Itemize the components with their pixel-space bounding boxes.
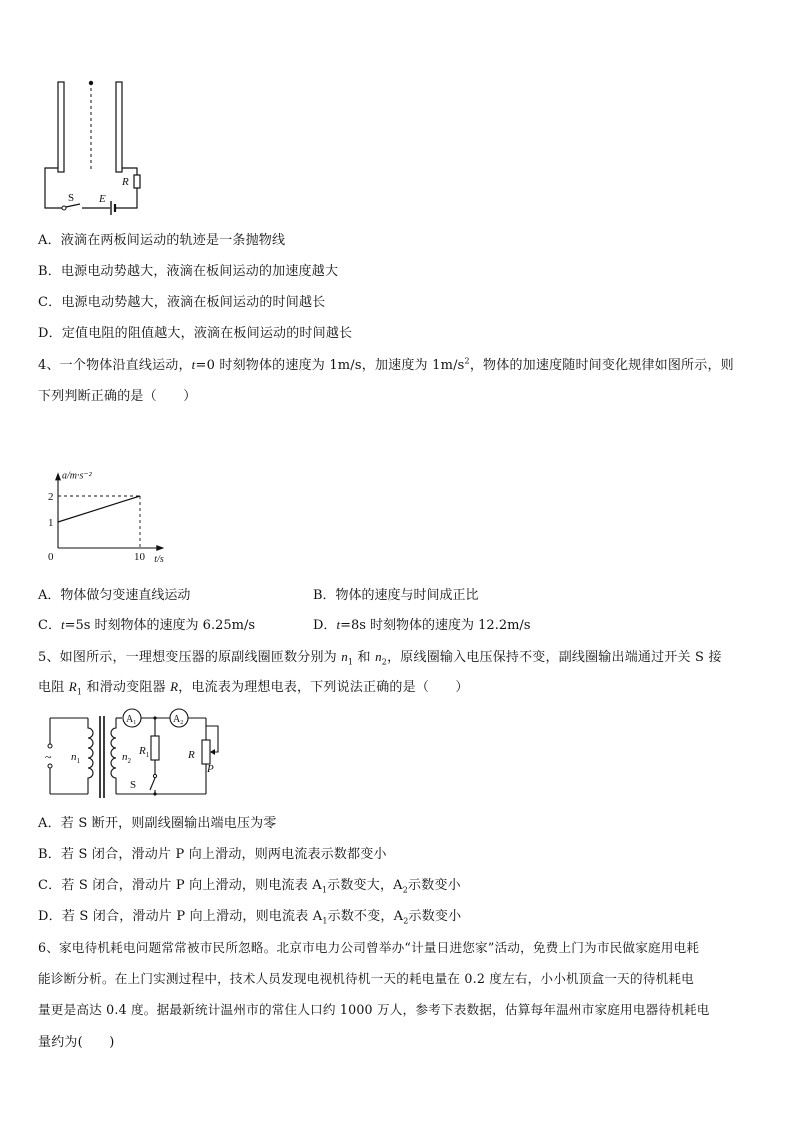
q5-stem-text: ，电流表为理想电表，下列说法正确的是（ ） (178, 680, 469, 695)
q5-stem-text: 电阻 (38, 680, 69, 695)
q3-option-d: D．定值电阻的阻值越大，液滴在板间运动的时间越长 (38, 326, 353, 341)
q5-stem-text: 5、如图所示，一理想变压器的原副线圈匝数分别为 (38, 650, 342, 665)
ammeter-a1-label: $A_1$ (126, 714, 137, 726)
q5-option-a: A．若 S 断开，则副线圈输出端电压为零 (38, 816, 277, 831)
q4-stem-text: 4、一个物体沿直线运动， (38, 358, 192, 373)
resistor-label: R (122, 176, 129, 188)
q5-option-c-text: 示数变小 (408, 878, 461, 893)
x-tick-label: 10 (134, 551, 145, 563)
slider-p-wire (206, 726, 218, 752)
y-tick-label: 2 (48, 491, 54, 503)
primary-coil (88, 718, 93, 794)
transformer-circuit-figure (36, 706, 236, 806)
q3-option-b: B．电源电动势越大，液滴在板间运动的加速度越大 (38, 264, 339, 279)
y-axis-label: a/m·s⁻² (62, 470, 92, 482)
q4-t-symbol: t (60, 617, 65, 632)
q4-option-c (38, 614, 255, 633)
left-plate (58, 82, 64, 172)
parallel-plates-circuit-figure (36, 76, 156, 216)
q5-option-c-text: 示数变大，A (327, 878, 403, 893)
q5-option-c-text: C．若 S 闭合，滑动片 P 向上滑动，则电流表 A (38, 878, 322, 893)
q5-n-symbol: n (341, 649, 348, 664)
q4-stem-line1 (38, 354, 734, 373)
secondary-coil (111, 718, 116, 794)
q4-stem-text: ，物体的加速度随时间变化规律如图所示，则 (469, 358, 734, 373)
origin-label: 0 (48, 551, 54, 563)
q4-t-symbol: t (191, 357, 196, 372)
right-plate (116, 82, 122, 172)
q5-subscript: 1 (76, 687, 83, 697)
slider-p-arrow (210, 749, 215, 755)
rheostat-r-label: R (188, 749, 195, 761)
q5-option-d-text: 示数不变，A (327, 909, 404, 924)
q4-option-b: B．物体的速度与时间成正比 (313, 588, 479, 603)
q5-subscript: 2 (403, 916, 409, 926)
switch-blade (66, 204, 80, 207)
q4-option-c-text: C． (38, 618, 61, 633)
q5-stem-line1 (38, 646, 722, 667)
input-terminal-bottom (48, 764, 52, 768)
r1-label: $R_1$ (139, 745, 150, 759)
n1-label: $n_1$ (71, 751, 80, 765)
q5-r-symbol: R (68, 679, 77, 694)
q6-line3: 量更是高达 0.4 度。据最新统计温州市的常住人口约 1000 万人，参考下表数据，估算每年温州市家庭用电器待机耗电 (38, 1002, 710, 1017)
droplet (89, 81, 93, 85)
n2-label: $n_2$ (122, 751, 131, 765)
switch-s-terminal (153, 774, 156, 777)
q5-subscript: 1 (322, 916, 328, 926)
x-axis-arrow (156, 545, 164, 551)
switch-s-label: S (130, 779, 137, 791)
ac-source-symbol: ~ (45, 750, 52, 764)
q3-option-a: A．液滴在两板间运动的轨迹是一条抛物线 (38, 233, 286, 248)
ammeter-a2-label: $A_2$ (173, 714, 184, 726)
slider-p-label: P (207, 763, 214, 775)
x-axis-label: t/s (154, 554, 164, 565)
q4-superscript: 2 (464, 356, 470, 366)
y-tick-label: 1 (48, 517, 54, 529)
switch-label: S (68, 192, 75, 204)
q6-line2: 能诊断分析。在上门实测过程中，技术人员发现电视机待机一天的耗电量在 0.2 度左右，小小机顶盒一天的待机耗电 (38, 971, 694, 986)
q4-option-c-text: =5s 时刻物体的速度为 6.25m/s (64, 618, 256, 633)
input-terminal-top (48, 744, 52, 748)
q5-subscript: 1 (347, 657, 354, 667)
q4-stem-text: =0 时刻物体的速度为 1m/s，加速度为 1m/s (195, 358, 465, 373)
q5-option-d-text: D．若 S 闭合，滑动片 P 向上滑动，则电流表 A (38, 909, 323, 924)
q4-option-d (313, 614, 531, 633)
acceleration-time-chart (36, 420, 206, 565)
q5-subscript: 2 (381, 657, 388, 667)
resistor-r1 (151, 736, 159, 760)
q4-t-symbol: t (336, 617, 341, 632)
q6-line4: 量约为( ) (38, 1035, 115, 1050)
q4-option-d-text: =8s 时刻物体的速度为 12.2m/s (340, 618, 531, 633)
switch-terminal (62, 206, 66, 210)
q4-stem-line2: 下列判断正确的是（ ） (38, 389, 197, 404)
q4-option-a: A．物体做匀变速直线运动 (38, 588, 191, 603)
series-line (58, 496, 140, 522)
q5-option-b: B．若 S 闭合，滑动片 P 向上滑动，则两电流表示数都变小 (38, 847, 387, 862)
q5-stem-text: 和 (353, 650, 376, 665)
resistor (134, 175, 140, 188)
y-axis-arrow (55, 472, 61, 480)
rheostat-r (202, 740, 210, 764)
q3-option-c: C．电源电动势越大，液滴在板间运动的时间越长 (38, 295, 326, 310)
q5-stem-text: 和滑动变阻器 (82, 680, 171, 695)
q5-n-symbol: n (375, 649, 382, 664)
q5-option-d (38, 905, 461, 926)
q5-stem-text: ，原线圈输入电压保持不变，副线圈输出端通过开关 S 接 (387, 650, 722, 665)
q5-subscript: 2 (402, 885, 409, 895)
q6-line1: 6、家电待机耗电问题常常被市民所忽略。北京市电力公司曾举办“计量日进您家”活动，免费上门为市民做家庭用电耗 (38, 940, 700, 955)
q4-option-d-text: D． (313, 618, 337, 633)
q5-option-c (38, 874, 461, 895)
emf-label: E (99, 193, 106, 205)
q5-stem-line2 (38, 676, 469, 697)
q5-option-d-text: 示数变小 (408, 909, 462, 924)
q5-r-symbol: R (170, 679, 179, 694)
switch-s-blade (150, 778, 155, 790)
q5-subscript: 1 (321, 885, 328, 895)
